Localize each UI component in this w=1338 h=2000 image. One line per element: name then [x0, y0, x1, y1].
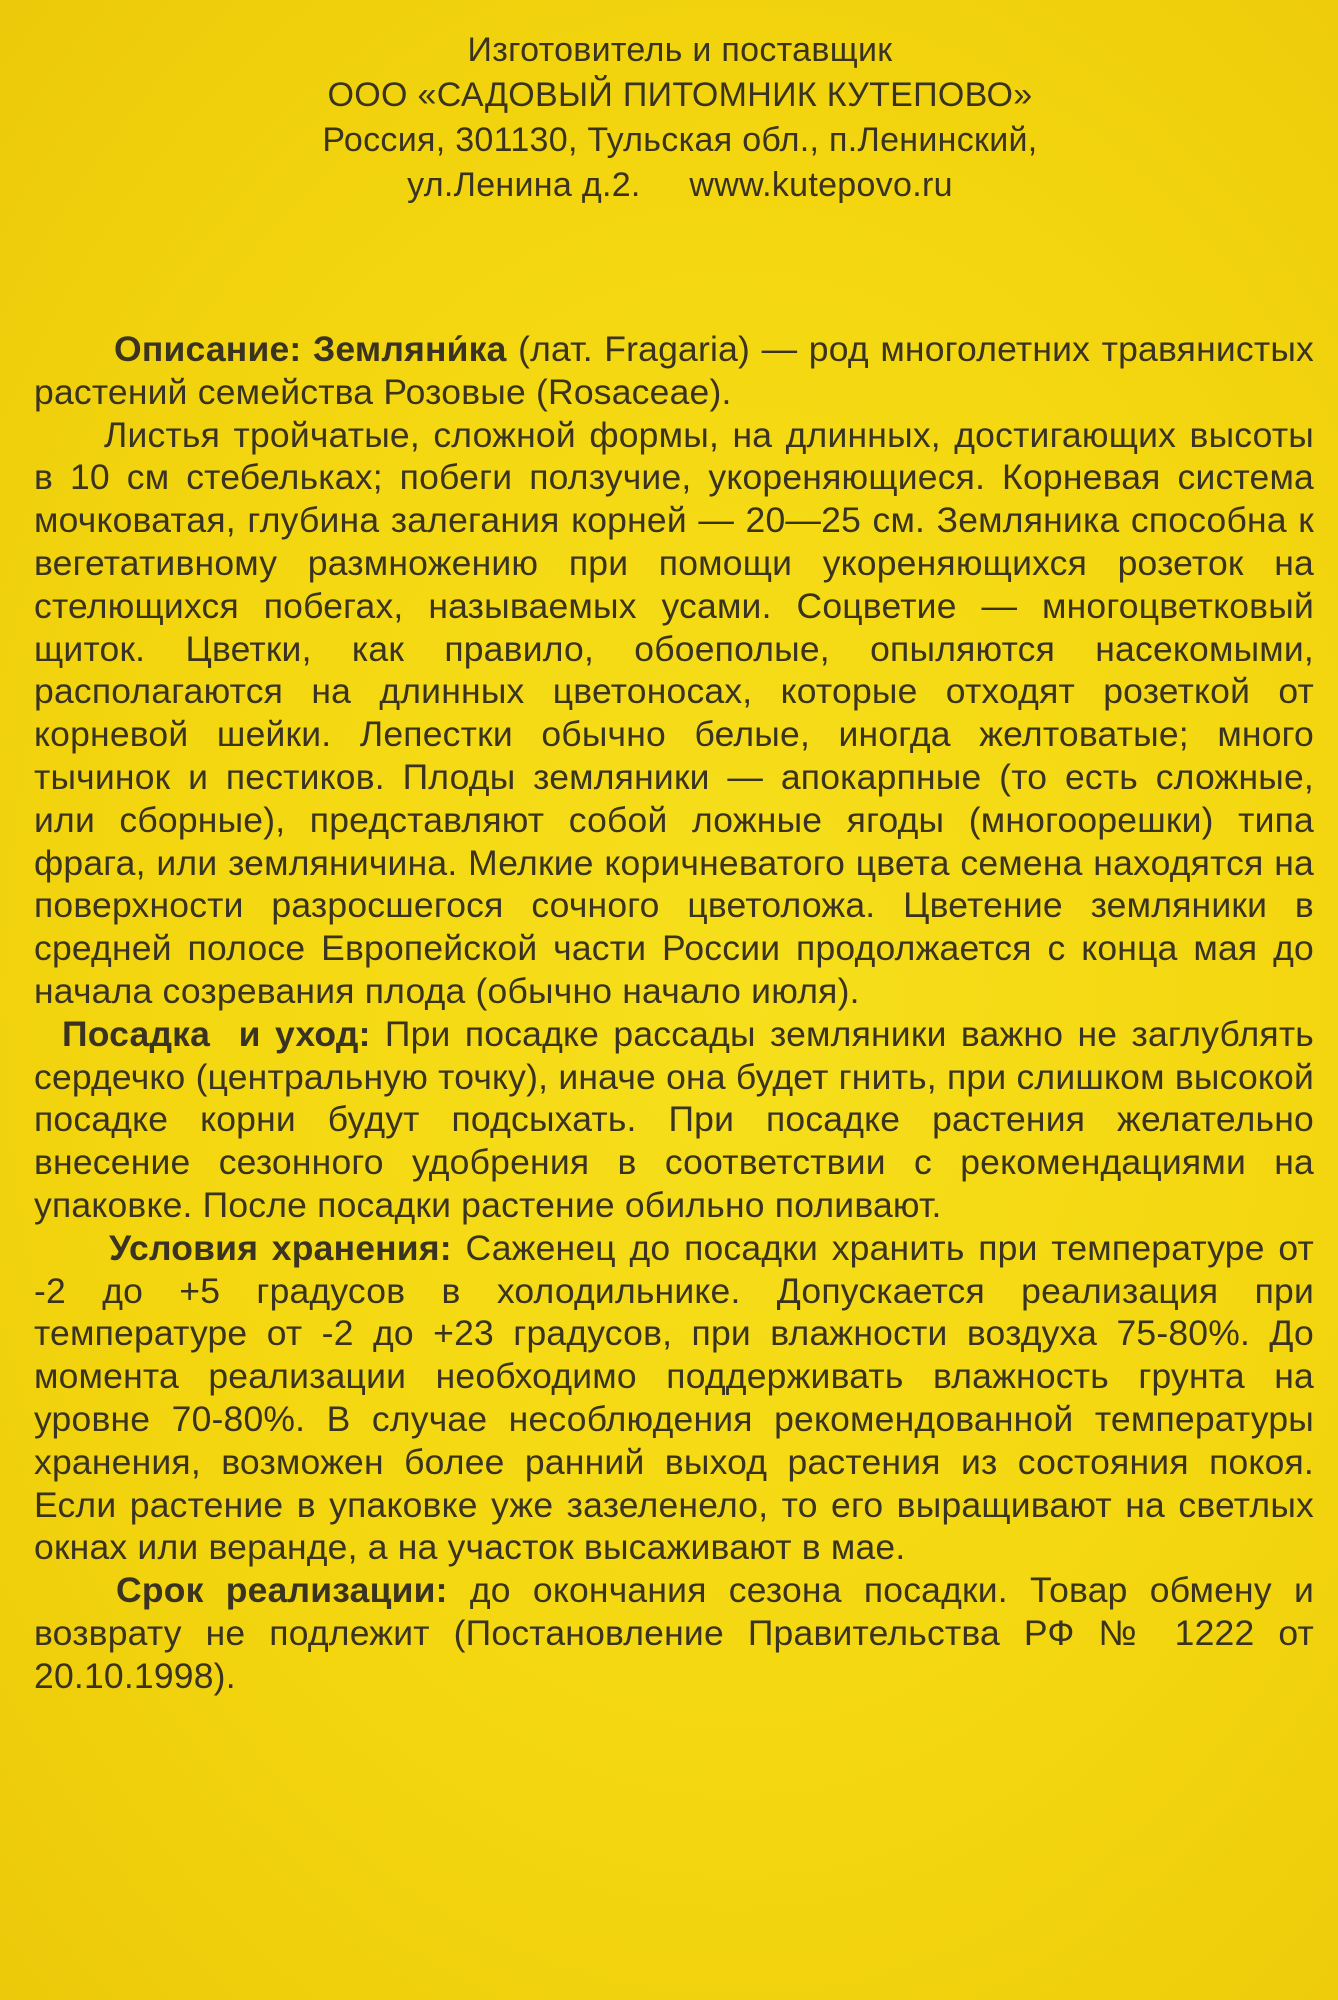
- sale-term-paragraph: [34, 1569, 1314, 1697]
- storage-heading: Условия хранения:: [109, 1227, 452, 1268]
- description-heading: Описание: Земляни́ка: [114, 329, 507, 369]
- company-address: Россия, 301130, Тульская обл., п.Ленинский,: [322, 121, 1038, 159]
- planting-heading: Посадка и уход:: [62, 1013, 371, 1054]
- label-body: [34, 328, 1314, 1698]
- manufacturer-info: [180, 28, 1180, 208]
- storage-paragraph: [34, 1227, 1314, 1569]
- company-name: ООО «САДОВЫЙ ПИТОМНИК КУТЕПОВО»: [327, 76, 1033, 114]
- planting-text: При посадке рассады земляники важно не заглублять сердечко (центральную точку), иначе она будет гнить, при слишком высокой посадке корни будут подсыхать. При посадке растения желательно внесение сезонного удобрения в соответствии с рекомендациями на упаковке. После посадки растение обильно поливают.: [34, 1013, 1314, 1225]
- sale-term-heading: Срок реализации:: [116, 1570, 448, 1611]
- sale-term-text: до окончания сезона посадки. Товар обмену и возврату не подлежит (Постановление Правительства РФ № 1222 от 20.10.1998).: [34, 1570, 1314, 1696]
- description-details-paragraph: Листья тройчатые, сложной формы, на длинных, достигающих высоты в 10 см стебельках; побеги ползучие, укореняющиеся. Корневая система мочковатая, глубина залегания корней — 20—25 см. Земляника способна к вегетативному размножению при помощи укореняющихся розеток на стелющихся побегах, называемых усами. Соцветие — многоцветковый щиток. Цветки, как правило, обоеполые, опыляются насекомыми, располагаются на длинных цветоносах, которые отходят розеткой от корневой шейки. Лепестки обычно белые, иногда желтоватые; много тычинок и пестиков. Плоды земляники — апокарпные (то есть сложные, или сборные), представляют собой ложные ягоды (многоорешки) типа фрага, или земляничина. Мелкие коричневатого цвета семена находятся на поверхности разросшегося сочного цветоложа. Цветение земляники в средней полосе Европейской части России продолжается с конца мая до начала созревания плода (обычно начало июля).: [34, 414, 1314, 1011]
- manufacturer-title: Изготовитель и поставщик: [467, 31, 893, 69]
- company-street-website: ул.Ленина д.2. www.kutepovo.ru: [407, 166, 953, 204]
- description-paragraph: [34, 328, 1314, 414]
- storage-text: Саженец до посадки хранить при температуре от -2 до +5 градусов в холодильнике. Допускается реализация при температуре от -2 до +23 градусов, при влажности воздуха 75-80%. До момента реализации необходимо поддерживать влажность грунта на уровне 70-80%. В случае несоблюдения рекомендованной температуры хранения, возможен более ранний выход растения из состояния покоя. Если растение в упаковке уже зазеленело, то его выращивают на светлых окнах или веранде, а на участок высаживают в мае.: [34, 1227, 1314, 1568]
- planting-paragraph: [34, 1013, 1314, 1227]
- description-intro-text: (лат. Fragaria) — род многолетних травянистых растений семейства Розовые (Rosaceae).: [34, 329, 1314, 412]
